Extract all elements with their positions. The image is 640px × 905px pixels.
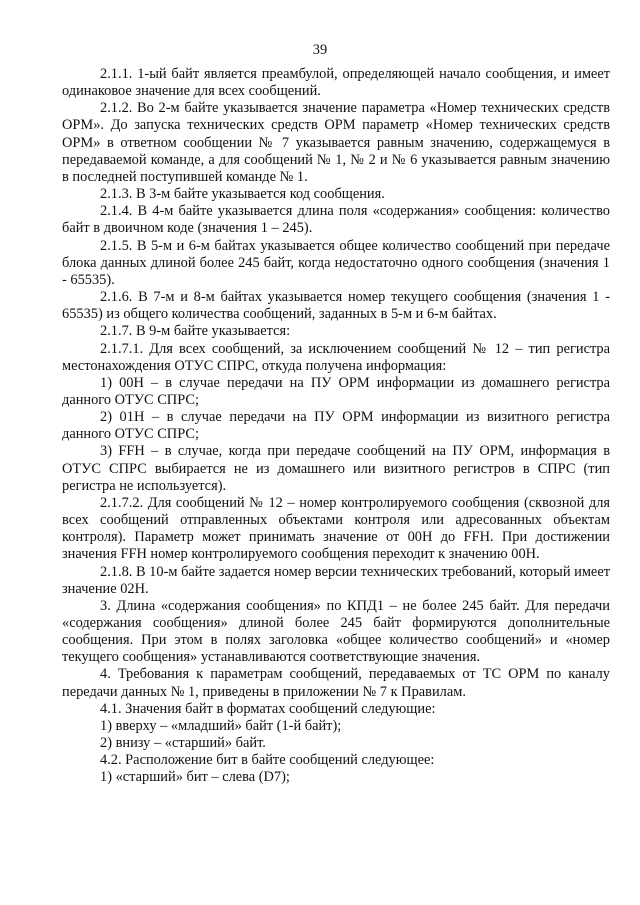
paragraph-2-1-1: 2.1.1. 1-ый байт является преамбулой, определяющей начало сообщения, и имеет одинаковое значение для всех сообщений. bbox=[62, 66, 610, 100]
paragraph-4-2: 4.2. Расположение бит в байте сообщений следующее: bbox=[100, 752, 435, 769]
paragraph-2-1-2: 2.1.2. Во 2-м байте указывается значение параметра «Номер технических средств ОРМ». До запуска технических средств ОРМ параметр «Номер технических средств ОРМ» в ответном сообщении № 7 указывается равным значению, содержащемуся в передаваемой команде, а для сообщений № 1, № 2 и № 6 указывается равным значению в последней поступившей команде № 1. bbox=[62, 100, 610, 185]
paragraph-2-1-6: 2.1.6. В 7-м и 8-м байтах указывается номер текущего сообщения (значения 1 - 65535) из общего количества сообщений, заданных в 5-м и 6-м байтах. bbox=[62, 289, 610, 323]
paragraph-4: 4. Требования к параметрам сообщений, передаваемых от ТС ОРМ по каналу передачи данных № 1, приведены в приложении № 7 к Правилам. bbox=[62, 666, 610, 700]
document-body bbox=[62, 66, 610, 787]
paragraph-2-1-7: 2.1.7. В 9-м байте указывается: bbox=[100, 323, 291, 340]
paragraph-2-1-5: 2.1.5. В 5-м и 6-м байтах указывается общее количество сообщений при передаче блока данных длиной более 245 байт, когда недостаточно одного сообщения (значения 1 - 65535). bbox=[62, 237, 610, 288]
paragraph-3: 3. Длина «содержания сообщения» по КПД1 – не более 245 байт. Для передачи «содержания сообщения» длиной более 245 байт формируются дополнительные сообщения. При этом в полях заголовка «общее количество сообщений» и «номер текущего сообщения» устанавливаются соответствующие значения. bbox=[62, 597, 610, 666]
paragraph-2-1-3: 2.1.3. В 3-м байте указывается код сообщения. bbox=[100, 186, 385, 203]
paragraph-2-1-8: 2.1.8. В 10-м байте задается номер версии технических требований, который имеет значение 02Н. bbox=[62, 563, 610, 597]
paragraph-2-1-7-1: 2.1.7.1. Для всех сообщений, за исключением сообщений № 12 – тип регистра местонахождения ОТУС СПРС, откуда получена информация: bbox=[62, 340, 610, 374]
list-item-ffh: 3) FFH – в случае, когда при передаче сообщений на ПУ ОРМ, информация в ОТУС СПРС выбирается не из домашнего или визитного регистров в СПРС (тип регистра не используется). bbox=[62, 443, 610, 494]
list-item-bit-left: 1) «старший» бит – слева (D7); bbox=[100, 769, 290, 786]
list-item-byte-top: 1) вверху – «младший» байт (1-й байт); bbox=[100, 717, 342, 734]
list-item-00h: 1) 00Н – в случае передачи на ПУ ОРМ информации из домашнего регистра данного ОТУС СПРС; bbox=[62, 374, 610, 408]
page-number: 39 bbox=[312, 42, 328, 58]
list-item-byte-bottom: 2) внизу – «старший» байт. bbox=[100, 735, 266, 752]
paragraph-2-1-7-2: 2.1.7.2. Для сообщений № 12 – номер контролируемого сообщения (сквозной для всех сообщений отправленных объектами контроля или адресованных объектам контроля). Параметр может принимать значение от 00Н до FFH. При достижении значения FFH номер контролируемого сообщения переходит к значению 00Н. bbox=[62, 494, 610, 563]
list-item-01h: 2) 01Н – в случае передачи на ПУ ОРМ информации из визитного регистра данного ОТУС СПРС; bbox=[62, 409, 610, 443]
paragraph-4-1: 4.1. Значения байт в форматах сообщений следующие: bbox=[100, 700, 436, 717]
paragraph-2-1-4: 2.1.4. В 4-м байте указывается длина поля «содержания» сообщения: количество байт в двоичном коде (значения 1 – 245). bbox=[62, 203, 610, 237]
